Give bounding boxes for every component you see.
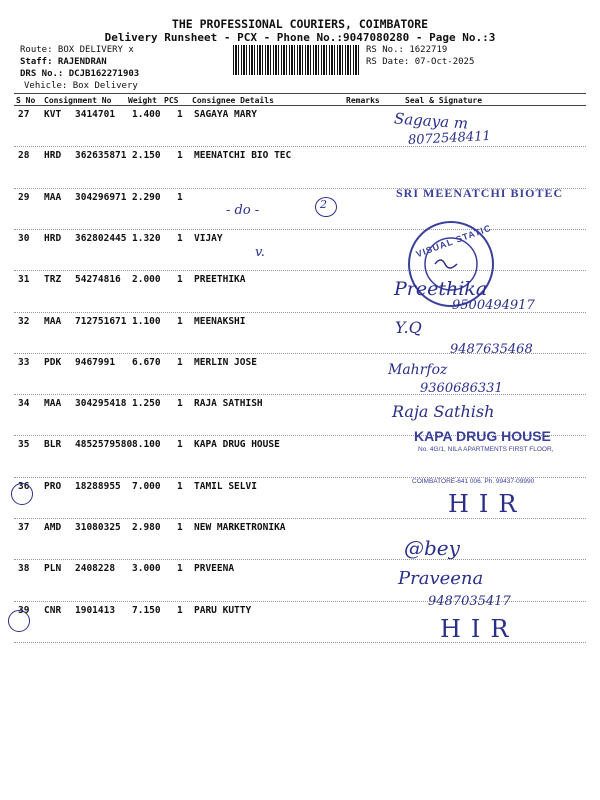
row-consignee: NEW MARKETRONIKA <box>194 522 286 533</box>
header-rule-top <box>14 93 586 94</box>
row-sno: 29 <box>18 191 30 203</box>
phone-32: 9487635468 <box>450 342 533 357</box>
row-consignment-number: 4852579580 <box>75 439 133 451</box>
row-pcs: 1 <box>177 480 183 492</box>
row-weight: 1.100 <box>132 315 161 327</box>
row-divider <box>14 146 586 147</box>
row-pcs: 1 <box>177 191 183 203</box>
row-consignment-number: 362635871 <box>75 150 127 162</box>
row-consignment-prefix: BLR <box>44 439 62 451</box>
col-pcs: PCS <box>164 96 179 105</box>
rs-date: RS Date: 07-Oct-2025 <box>366 57 475 67</box>
row-consignment-number: 18288955 <box>75 480 121 492</box>
row-pcs: 1 <box>177 356 183 368</box>
phone-27: 8072548411 <box>407 128 492 149</box>
row-weight: 8.100 <box>132 439 161 451</box>
row-consignment-number: 3414701 <box>75 109 116 120</box>
barcode <box>233 45 359 75</box>
row-consignment-number: 54274816 <box>75 274 121 286</box>
kapa-stamp-address: No. 4G/1, NILA APARTMENTS FIRST FLOOR, <box>418 446 554 453</box>
row-sno: 37 <box>18 522 30 533</box>
row-pcs: 1 <box>177 439 183 451</box>
row-weight: 1.250 <box>132 398 161 410</box>
row-consignment-prefix: AMD <box>44 522 62 533</box>
row-divider <box>14 229 586 230</box>
row-consignment-number: 31080325 <box>75 522 121 533</box>
phone-31: 9500494917 <box>452 298 535 313</box>
biotec-stamp: SRI MEENATCHI BIOTEC <box>396 186 564 200</box>
row-consignment-prefix: HRD <box>44 150 62 162</box>
row-consignee: TAMIL SELVI <box>194 480 257 492</box>
row-consignment-prefix: PRO <box>44 480 62 492</box>
row-39-circle <box>8 610 30 632</box>
signature-38: Praveena <box>398 568 484 589</box>
row-consignee: PARU KUTTY <box>194 604 252 616</box>
row-36-circle <box>11 480 33 505</box>
signature-27: Sagaya m <box>393 109 469 133</box>
row-consignment-prefix: HRD <box>44 232 62 244</box>
row-weight: 6.670 <box>132 356 161 368</box>
row-weight: 2.290 <box>132 191 161 203</box>
row-consignee: MERLIN JOSE <box>194 356 257 368</box>
row-sno: 34 <box>18 398 30 410</box>
row-consignee: SAGAYA MARY <box>194 109 257 120</box>
row-consignment-prefix: MAA <box>44 191 62 203</box>
row-sno: 35 <box>18 439 30 451</box>
signature-34: Raja Sathish <box>392 402 495 421</box>
row-consignment-prefix: TRZ <box>44 274 62 286</box>
visual-static-text: VISUAL STATIC <box>414 222 493 260</box>
row-pcs: 1 <box>177 563 183 575</box>
row-weight: 2.150 <box>132 150 161 162</box>
route-label: Route: BOX DELIVERY x <box>20 45 134 55</box>
row-consignment-prefix: MAA <box>44 398 62 410</box>
rs-number: RS No.: 1622719 <box>366 45 448 55</box>
row-sno: 32 <box>18 315 30 327</box>
row-weight: 1.320 <box>132 232 161 244</box>
row-weight: 7.000 <box>132 480 161 492</box>
signature-30: v. <box>255 245 265 260</box>
kapa-stamp-phone: COIMBATORE-641 006. Ph. 99437-09990 <box>412 478 535 485</box>
row-consignee: VIJAY <box>194 232 223 244</box>
col-weight: Weight <box>128 96 157 105</box>
ditto-mark: - do - <box>226 203 260 218</box>
row-consignee: PREETHIKA <box>194 274 246 286</box>
col-remarks: Remarks <box>346 96 380 105</box>
staff-label: Staff: RAJENDRAN <box>20 57 107 67</box>
row-sno: 38 <box>18 563 30 575</box>
row-consignment-prefix: CNR <box>44 604 62 616</box>
row-divider <box>14 518 586 519</box>
row-consignment-prefix: KVT <box>44 109 62 120</box>
phone-38: 9487035417 <box>428 594 511 609</box>
row-consignment-prefix: MAA <box>44 315 62 327</box>
row-sno: 39 <box>18 604 30 616</box>
drs-label: DRS No.: DCJB162271903 <box>20 69 140 79</box>
row-pcs: 1 <box>177 232 183 244</box>
company-title: THE PROFESSIONAL COURIERS, COIMBATORE <box>171 17 429 31</box>
col-sno: S No <box>16 96 36 105</box>
row-consignment-prefix: PLN <box>44 563 62 575</box>
kapa-stamp-title: KAPA DRUG HOUSE <box>414 428 551 444</box>
row-consignment-number: 2408228 <box>75 563 116 575</box>
row-pcs: 1 <box>177 315 183 327</box>
row-pcs: 1 <box>177 398 183 410</box>
row-sno: 31 <box>18 274 30 286</box>
row-sno: 28 <box>18 150 30 162</box>
row-pcs: 1 <box>177 522 183 533</box>
col-seal: Seal & Signature <box>405 96 483 105</box>
row-divider <box>14 559 586 560</box>
row-weight: 3.000 <box>132 563 161 575</box>
signature-36: HIR <box>448 490 527 518</box>
row-consignment-number: 304296971 <box>75 191 127 203</box>
row-weight: 2.980 <box>132 522 161 533</box>
col-consignment: Consignment No <box>44 96 112 105</box>
row-sno: 33 <box>18 356 30 368</box>
row-consignee: MEENATCHI BIO TEC <box>194 150 292 162</box>
signature-33: Mahrfoz <box>388 362 448 378</box>
row-consignment-number: 9467991 <box>75 356 116 368</box>
row-consignee: MEENAKSHI <box>194 315 246 327</box>
row-pcs: 1 <box>177 109 183 120</box>
row-weight: 1.400 <box>132 109 161 120</box>
signature-39: HIR <box>440 615 519 643</box>
row-sno: 30 <box>18 232 30 244</box>
col-consignee: Consignee Details <box>192 96 274 105</box>
signature-37: @bey <box>404 536 460 560</box>
row-consignment-prefix: PDK <box>44 356 62 368</box>
header-rule-bottom <box>14 105 586 106</box>
row-consignment-number: 362802445 <box>75 232 127 244</box>
phone-33: 9360686331 <box>420 381 503 396</box>
row-sno: 36 <box>18 480 30 492</box>
row-pcs: 1 <box>177 274 183 286</box>
ditto-number: 2 <box>320 198 327 211</box>
signature-31: Preethika <box>394 278 488 300</box>
row-pcs: 1 <box>177 604 183 616</box>
row-sno: 27 <box>18 109 30 120</box>
row-consignee: PRVEENA <box>194 563 235 575</box>
row-consignment-number: 1901413 <box>75 604 116 616</box>
row-consignment-number: 304295418 <box>75 398 127 410</box>
vehicle-label: Vehicle: Box Delivery <box>24 81 138 91</box>
row-pcs: 1 <box>177 150 183 162</box>
row-weight: 7.150 <box>132 604 161 616</box>
runsheet-subtitle: Delivery Runsheet - PCX - Phone No.:9047080280 - Page No.:3 <box>104 31 496 44</box>
row-consignee: RAJA SATHISH <box>194 398 263 410</box>
signature-32: Y.Q <box>395 318 422 337</box>
row-divider <box>14 270 586 271</box>
row-consignment-number: 712751671 <box>75 315 127 327</box>
row-weight: 2.000 <box>132 274 161 286</box>
row-consignee: KAPA DRUG HOUSE <box>194 439 280 451</box>
